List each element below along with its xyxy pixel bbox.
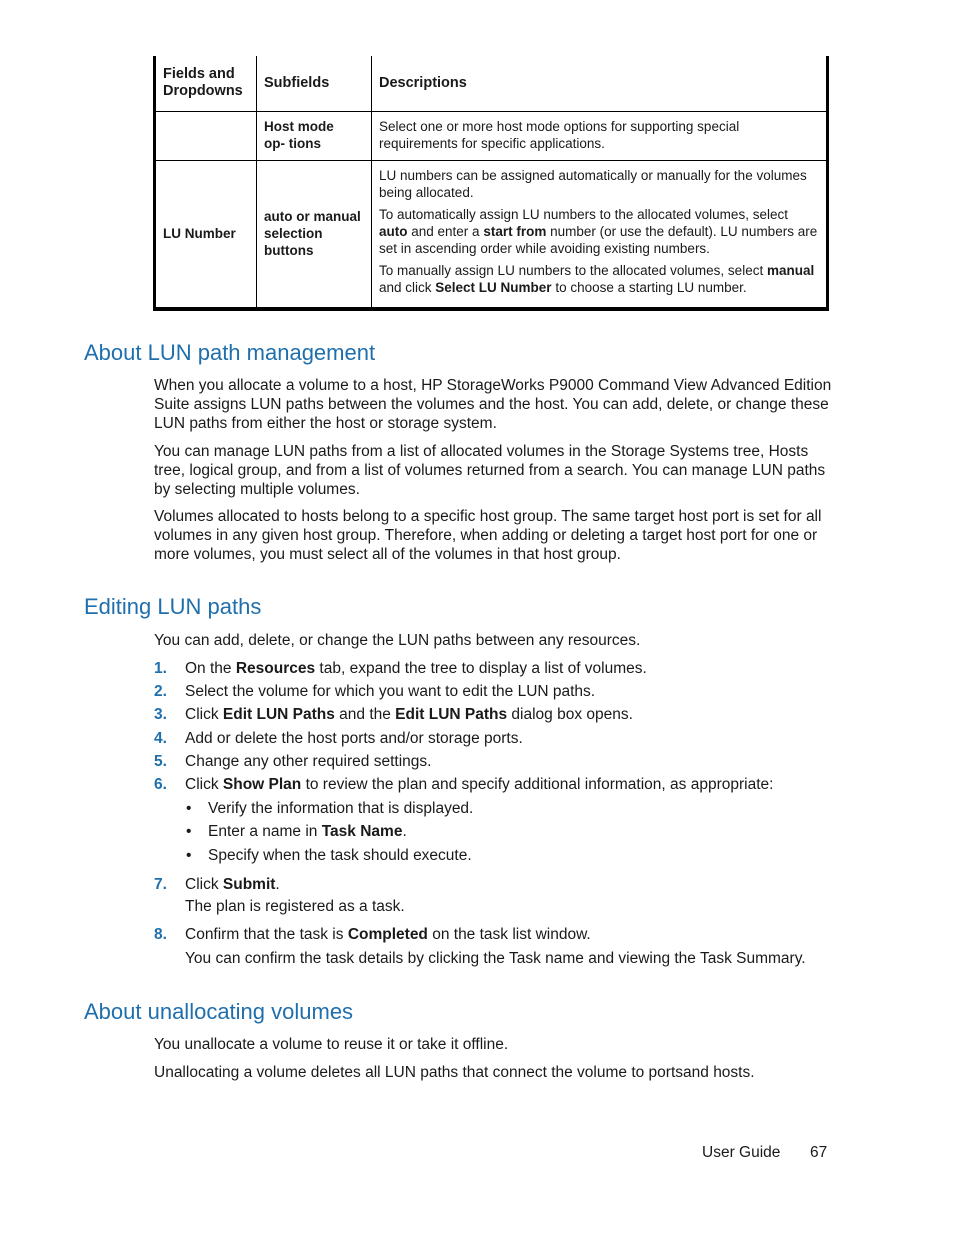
page-number: 67 <box>810 1144 828 1161</box>
step-text: Change any other required settings. <box>185 753 432 770</box>
section-heading-lun-path-management: About LUN path management <box>84 340 376 365</box>
step-number: 6. <box>154 776 167 793</box>
table-header-row <box>156 56 826 111</box>
step-text: On the Resources tab, expand the tree to display a list of volumes. <box>185 660 647 677</box>
bullet-icon: • <box>186 823 192 840</box>
header-fields: Fields and Dropdowns <box>163 66 243 100</box>
step-number: 8. <box>154 926 167 943</box>
editing-intro: You can add, delete, or change the LUN paths between any resources. <box>154 632 641 649</box>
fields-table <box>153 56 829 311</box>
step-text: Click Edit LUN Paths and the Edit LUN Paths dialog box opens. <box>185 706 633 723</box>
step-number: 5. <box>154 753 167 770</box>
step-text: Click Show Plan to review the plan and specify additional information, as appropriate: <box>185 776 774 793</box>
unallocating-para-1: You unallocate a volume to reuse it or take it offline. <box>154 1036 509 1053</box>
table-row <box>156 111 826 160</box>
section-heading-editing-lun-paths: Editing LUN paths <box>84 594 262 619</box>
step-text: Click Submit. <box>185 876 280 893</box>
step-text: Add or delete the host ports and/or storage ports. <box>185 730 523 747</box>
row1-description: Select one or more host mode options for supporting special requirements for specific applications. <box>379 118 740 151</box>
row2-desc-p1: LU numbers can be assigned automatically or manually for the volumes being allocated. <box>379 167 807 200</box>
section-heading-unallocating-volumes: About unallocating volumes <box>84 999 354 1024</box>
lun-management-para-2: You can manage LUN paths from a list of allocated volumes in the Storage Systems tree, Hosts tree, logical group, and from a list of volumes returned from a search. You can manage LUN paths by selecting multiple volumes. <box>154 443 826 498</box>
bullet-icon: • <box>186 847 192 864</box>
step-number: 4. <box>154 730 167 747</box>
step-number: 3. <box>154 706 167 723</box>
header-descriptions: Descriptions <box>379 74 467 91</box>
step-text: Confirm that the task is Completed on the task list window. <box>185 926 591 943</box>
row2-subfield: auto or manual selection buttons <box>264 209 361 259</box>
unallocating-para-2: Unallocating a volume deletes all LUN paths that connect the volume to portsand hosts. <box>154 1064 755 1081</box>
step-number: 7. <box>154 876 167 893</box>
header-subfields: Subfields <box>264 74 330 91</box>
step-number: 1. <box>154 660 167 677</box>
row2-desc-p2: To automatically assign LU numbers to the allocated volumes, select auto and enter a start from number (or use the default). LU numbers are set in ascending order while avoiding existing numbers. <box>379 206 818 256</box>
row2-field: LU Number <box>163 226 236 242</box>
step-text: Select the volume for which you want to edit the LUN paths. <box>185 683 596 700</box>
bullet-icon: • <box>186 800 192 817</box>
row1-subfield: Host mode op- tions <box>264 118 334 151</box>
lun-management-para-3: Volumes allocated to hosts belong to a specific host group. The same target host port is set for all volumes in any given host group. Therefore, when adding or deleting a target host port for one or more volumes, you must select all of the volumes in that host group. <box>154 508 822 563</box>
step-number: 2. <box>154 683 167 700</box>
row2-desc-p3: To manually assign LU numbers to the allocated volumes, select manual and click Select LU Number to choose a starting LU number. <box>379 262 815 295</box>
table-row <box>156 160 826 308</box>
lun-management-para-1: When you allocate a volume to a host, HP StorageWorks P9000 Command View Advanced Edition Suite assigns LUN paths between the volumes and the host. You can add, delete, or change these LUN paths from either the host or storage system. <box>154 377 832 432</box>
row2-description <box>372 161 826 296</box>
footer-label: User Guide <box>702 1144 781 1161</box>
fields-table-grid <box>156 56 826 308</box>
